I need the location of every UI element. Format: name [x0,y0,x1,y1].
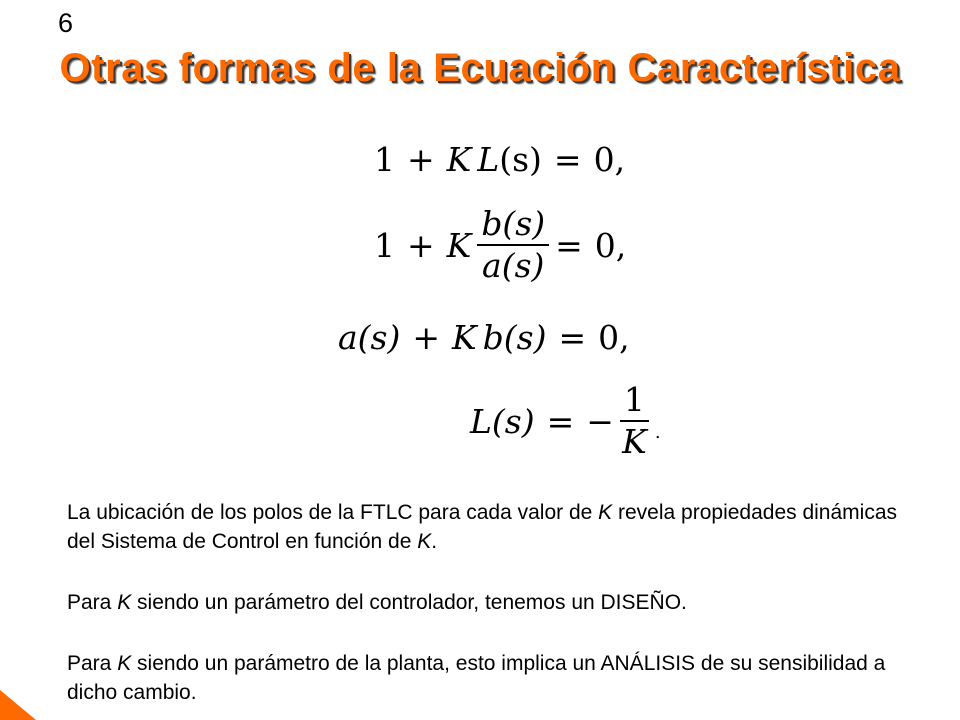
p1-text-a: La ubicación de los polos de la FTLC para cada valor de [67,501,599,524]
eq3-zero: 0, [598,318,630,357]
eq2-denominator: a(s) [482,246,545,286]
eq2-zero: 0, [594,225,627,265]
eq2-k: K [446,225,472,265]
eq2-plus: + [407,225,435,265]
equation-4 [470,382,661,461]
eq2-equals: = [555,225,583,265]
p2-text-b: siendo un parámetro del controlador, tenemos un DISEÑO. [131,591,687,614]
eq2-numerator: b(s) [477,206,549,246]
p2-text-a: Para [67,591,118,614]
p1-text-b: revela propiedades dinámicas del Sistema de Control en función de [67,501,898,553]
p2-k: K [117,591,132,614]
paragraph-poles [67,498,907,556]
equation-3 [338,318,630,357]
eq4-period: . [654,421,661,443]
eq1-equals: = [553,140,582,179]
p3-k: K [117,652,132,675]
eq4-denominator: K [622,422,647,462]
eq1-s: (s) [499,140,542,179]
eq4-equals: = [546,401,575,441]
eq4-l: L(s) [470,401,535,441]
eq2-fraction [477,206,549,285]
eq1-plus: + [407,140,435,179]
eq4-numerator: 1 [620,382,649,422]
eq4-minus: − [586,401,614,441]
eq3-equals: = [558,318,587,357]
eq1-zero: 0, [593,140,626,179]
p1-text-c: . [431,530,438,553]
paragraph-design [67,588,907,617]
p1-k2: K [417,530,432,553]
eq3-k: K [452,318,477,357]
eq1-l: L [477,140,500,179]
slide-number: 6 [58,8,74,38]
eq2-one: 1 [374,225,395,265]
corner-decoration [0,690,36,720]
paragraph-analysis [67,649,907,707]
p3-text-b: siendo un parámetro de la planta, esto implica un ANÁLISIS de su sensibilidad a dicho cambio. [67,652,886,704]
eq3-b: b(s) [482,318,547,357]
eq1-k: K [446,140,472,179]
equation-2 [374,206,626,285]
eq3-plus: + [412,318,441,357]
p3-text-a: Para [67,652,118,675]
eq3-a: a(s) [338,318,401,357]
equation-1 [374,140,625,179]
p1-k1: K [598,501,613,524]
eq1-one: 1 [374,140,395,179]
slide-title: Otras formas de la Ecuación Característica [59,46,901,90]
eq4-fraction [620,382,649,461]
